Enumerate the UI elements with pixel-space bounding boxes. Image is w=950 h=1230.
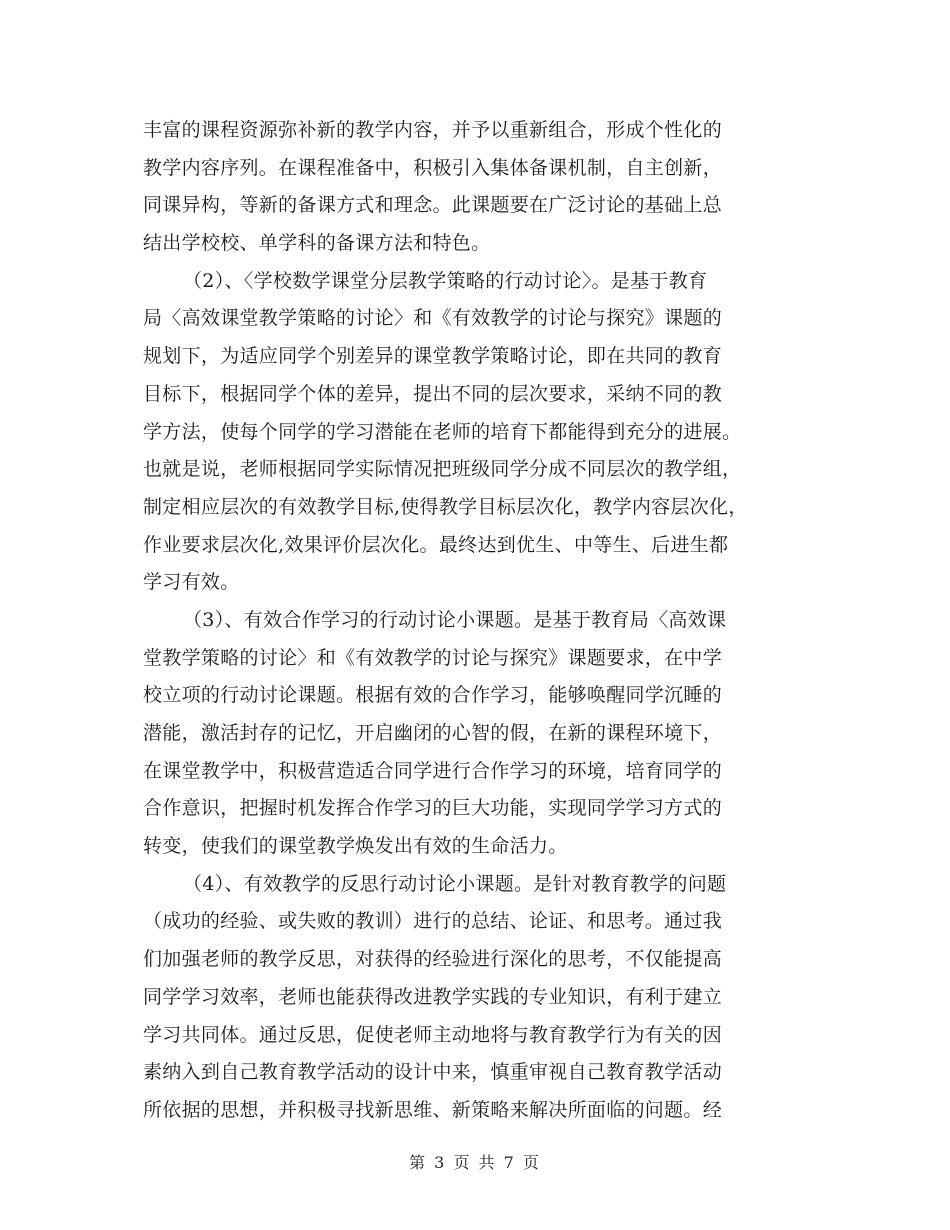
text-line: 规划下，为适应同学个别差异的课堂教学策略讨论，即在共同的教育 <box>143 345 723 368</box>
text-line: 结出学校校、单学科的备课方法和特色。 <box>143 232 491 255</box>
text-line: 素纳入到自己教育教学活动的设计中来，慎重审视自己教育教学活动 <box>143 1061 723 1084</box>
text-line: 作业要求层次化,效果评价层次化。最终达到优生、中等生、后进生都 <box>143 533 729 556</box>
body-text <box>143 112 815 1130</box>
text-line: 们加强老师的教学反思，对获得的经验进行深化的思考，不仅能提高 <box>143 948 723 971</box>
page-number-footer: 第 3 页 共 7 页 <box>409 1153 541 1172</box>
text-line: 潜能，激活封存的记忆，开启幽闭的心智的假，在新的课程环境下， <box>143 722 723 744</box>
text-line: 转变，使我们的课堂教学焕发出有效的生命活力。 <box>143 835 568 858</box>
text-line: 学习有效。 <box>143 571 240 594</box>
paragraph-3-start: （3）、有效合作学习的行动讨论小课题。是基于教育局〈高效课 <box>183 608 727 631</box>
text-line: 同课异构，等新的备课方式和理念。此课题要在广泛讨论的基础上总 <box>143 194 723 217</box>
text-line: 目标下，根据同学个体的差异，提出不同的层次要求，采纳不同的教 <box>143 382 723 405</box>
text-line: 在课堂教学中，积极营造适合同学进行合作学习的环境，培育同学的 <box>143 759 723 782</box>
text-line: 丰富的课程资源弥补新的教学内容，并予以重新组合，形成个性化的 <box>143 119 723 141</box>
paragraph-4-start: （4）、有效教学的反思行动讨论小课题。是针对教育教学的问题 <box>183 872 727 895</box>
text-line: 校立项的行动讨论课题。根据有效的合作学习，能够唤醒同学沉睡的 <box>143 684 723 707</box>
text-line: 局〈高效课堂教学策略的讨论〉和《有效教学的讨论与探究》课题的 <box>143 307 723 330</box>
text-line: （成功的经验、或失败的教训）进行的总结、论证、和思考。通过我 <box>143 910 723 933</box>
text-line: 合作意识，把握时机发挥合作学习的巨大功能，实现同学学习方式的 <box>143 797 723 820</box>
text-line: 学习共同体。通过反思，促使老师主动地将与教育教学行为有关的因 <box>143 1023 723 1046</box>
text-line: 所依据的思想，并积极寻找新思维、新策略来解决所面临的问题。经 <box>143 1098 723 1121</box>
text-line: 堂教学策略的讨论〉和《有效教学的讨论与探究》课题要求，在中学 <box>143 646 723 669</box>
text-line: 制定相应层次的有效教学目标,使得教学目标层次化，教学内容层次化， <box>143 495 748 518</box>
paragraph-2-start: （2）、〈学校数学课堂分层教学策略的行动讨论〉。是基于教育 <box>183 269 708 292</box>
text-line: 也就是说，老师根据同学实际情况把班级同学分成不同层次的教学组， <box>143 458 742 481</box>
text-line: 学方法，使每个同学的学习潜能在老师的培育下都能得到充分的进展。 <box>143 420 742 443</box>
text-line: 同学学习效率，老师也能获得改进教学实践的专业知识，有利于建立 <box>143 985 723 1008</box>
text-line: 教学内容序列。在课程准备中，积极引入集体备课机制，自主创新， <box>143 156 723 179</box>
